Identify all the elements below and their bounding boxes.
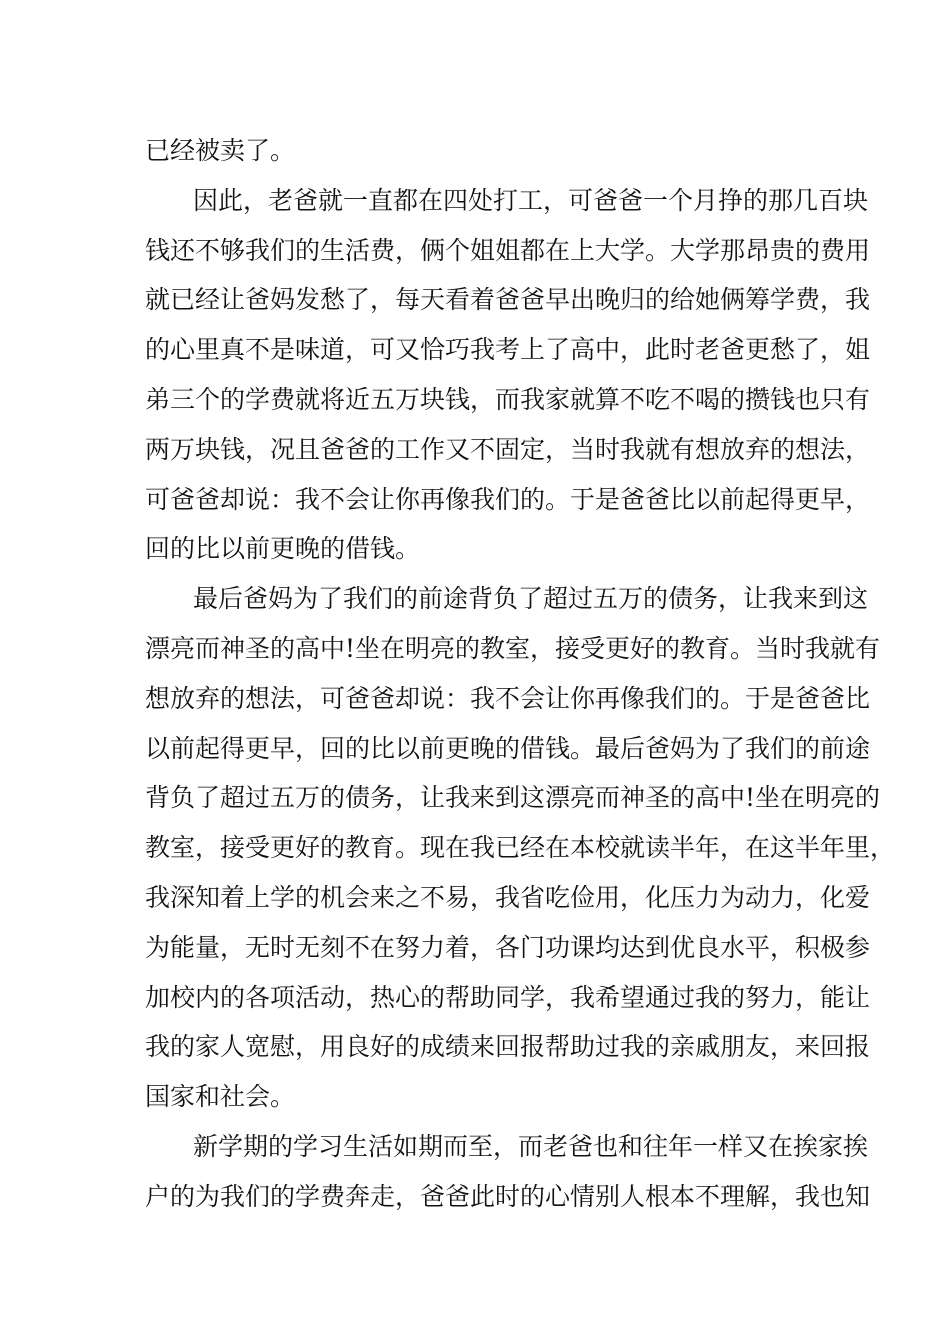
body-text [145, 126, 896, 1222]
text-line: 我深知着上学的机会来之不易，我省吃俭用，化压力为动力，化爱 [145, 882, 871, 912]
text-line: 教室，接受更好的教育。现在我已经在本校就读半年，在这半年里， [145, 833, 896, 863]
text-line: 新学期的学习生活如期而至，而老爸也和往年一样又在挨家挨 [193, 1131, 869, 1161]
text-line: 就已经让爸妈发愁了，每天看着爸爸早出晚归的给她俩筹学费，我 [145, 285, 871, 315]
text-line: 我的家人宽慰，用良好的成绩来回报帮助过我的亲戚朋友，来回报 [145, 1032, 871, 1062]
text-line: 已经被卖了。 [145, 136, 296, 165]
text-line: 可爸爸却说：我不会让你再像我们的。于是爸爸比以前起得更早， [145, 484, 871, 514]
text-line: 两万块钱，况且爸爸的工作又不固定，当时我就有想放弃的想法， [145, 434, 871, 464]
text-line: 因此，老爸就一直都在四处打工，可爸爸一个月挣的那几百块 [193, 185, 869, 215]
text-line: 的心里真不是味道，可又恰巧我考上了高中，此时老爸更愁了，姐 [145, 335, 871, 365]
text-line: 弟三个的学费就将近五万块钱，而我家就算不吃不喝的攒钱也只有 [145, 384, 871, 414]
text-line: 加校内的各项活动，热心的帮助同学，我希望通过我的努力，能让 [145, 982, 871, 1012]
text-line: 以前起得更早，回的比以前更晚的借钱。最后爸妈为了我们的前途 [145, 733, 871, 763]
text-line: 背负了超过五万的债务，让我来到这漂亮而神圣的高中!坐在明亮的 [145, 783, 881, 813]
text-line: 漂亮而神圣的高中!坐在明亮的教室，接受更好的教育。当时我就有 [145, 633, 881, 663]
text-line: 户的为我们的学费奔走，爸爸此时的心情别人根本不理解，我也知 [145, 1181, 871, 1211]
text-line: 想放弃的想法，可爸爸却说：我不会让你再像我们的。于是爸爸比 [145, 683, 871, 713]
text-line: 回的比以前更晚的借钱。 [145, 534, 421, 564]
text-line: 国家和社会。 [145, 1082, 296, 1112]
text-line: 为能量，无时无刻不在努力着，各门功课均达到优良水平，积极参 [145, 932, 871, 962]
text-line: 最后爸妈为了我们的前途背负了超过五万的债务，让我来到这 [193, 584, 869, 614]
text-line: 钱还不够我们的生活费，俩个姐姐都在上大学。大学那昂贵的费用 [145, 235, 871, 265]
